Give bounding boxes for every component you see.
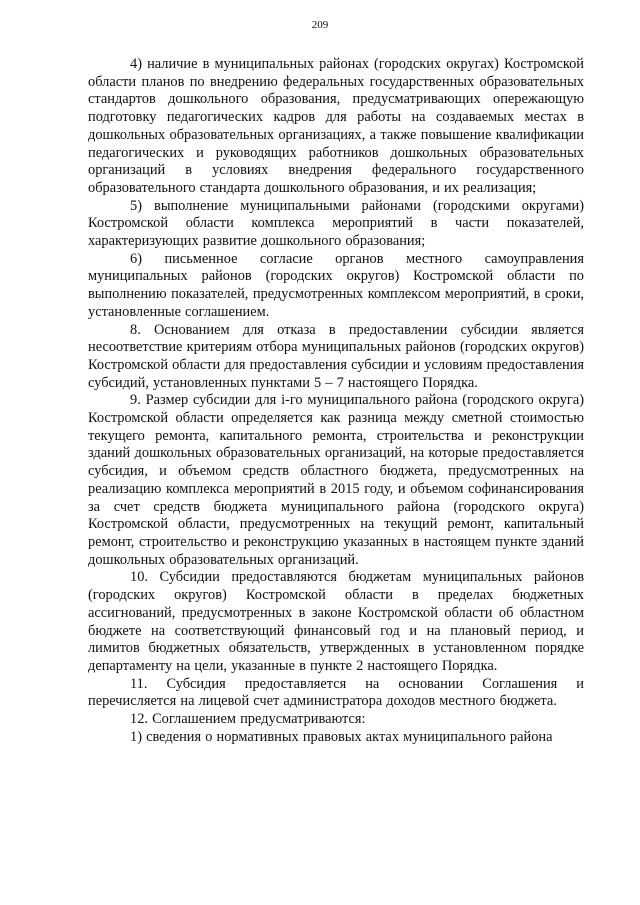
paragraph-clause-8: 8. Основанием для отказа в предоставлении субсидии является несоответствие критериям отбора муниципальных районов (городских округов) Костромской области для предоставления субсидии и условиям предоставления субсидий, установленных пунктами 5 – 7 настоящего Порядка. <box>88 321 584 391</box>
paragraph-clause-11: 11. Субсидия предоставляется на основании Соглашения и перечисляется на лицевой счет администратора доходов местного бюджета. <box>88 675 584 710</box>
paragraph-clause-10: 10. Субсидии предоставляются бюджетам муниципальных районов (городских округов) Костромской области в пределах бюджетных ассигнований, предусмотренных в законе Костромской области об областном бюджете на соответствующий финансовый год и на плановый период, и лимитов бюджетных обязательств, утвержденных в установленном порядке департаменту на цели, указанные в пункте 2 настоящего Порядка. <box>88 569 584 674</box>
document-body <box>88 56 584 746</box>
paragraph-item-4: 4) наличие в муниципальных районах (городских округах) Костромской области планов по внедрению федеральных государственных образовательных стандартов дошкольного образования, предусматривающих опережающую подготовку педагогических кадров для работы на создаваемых местах в дошкольных образовательных организациях, а также повышение квалификации педагогических и руководящих работников дошкольных образовательных организаций в условиях внедрения федерального государственного образовательного стандарта дошкольного образования, и их реализация; <box>88 56 584 196</box>
paragraph-clause-9: 9. Размер субсидии для i-го муниципального района (городского округа) Костромской области определяется как разница между сметной стоимостью текущего ремонта, капитального ремонта, строительства и реконструкции зданий дошкольных образовательных организаций, на которые предоставляется субсидия, и объемом средств областного бюджета, предусмотренных на реализацию комплекса мероприятий в 2015 году, и объемом софинансирования за счет средств бюджета муниципального района (городского округа) Костромской области, предусмотренных на текущий ремонт, капитальный ремонт, строительство и реконструкцию указанных в настоящем пункте зданий дошкольных образовательных организаций. <box>88 392 584 568</box>
page-number: 209 <box>311 19 329 31</box>
paragraph-item-6: 6) письменное согласие органов местного самоуправления муниципальных районов (городских округов) Костромской области по выполнению показателей, предусмотренных комплексом мероприятий, в сроки, установленные соглашением. <box>88 250 584 320</box>
paragraph-clause-12: 12. Соглашением предусматриваются: <box>130 711 366 728</box>
paragraph-item-1: 1) сведения о нормативных правовых актах муниципального района <box>130 728 553 745</box>
paragraph-item-5: 5) выполнение муниципальными районами (городскими округами) Костромской области комплекса мероприятий в части показателей, характеризующих развитие дошкольного образования; <box>88 197 584 250</box>
